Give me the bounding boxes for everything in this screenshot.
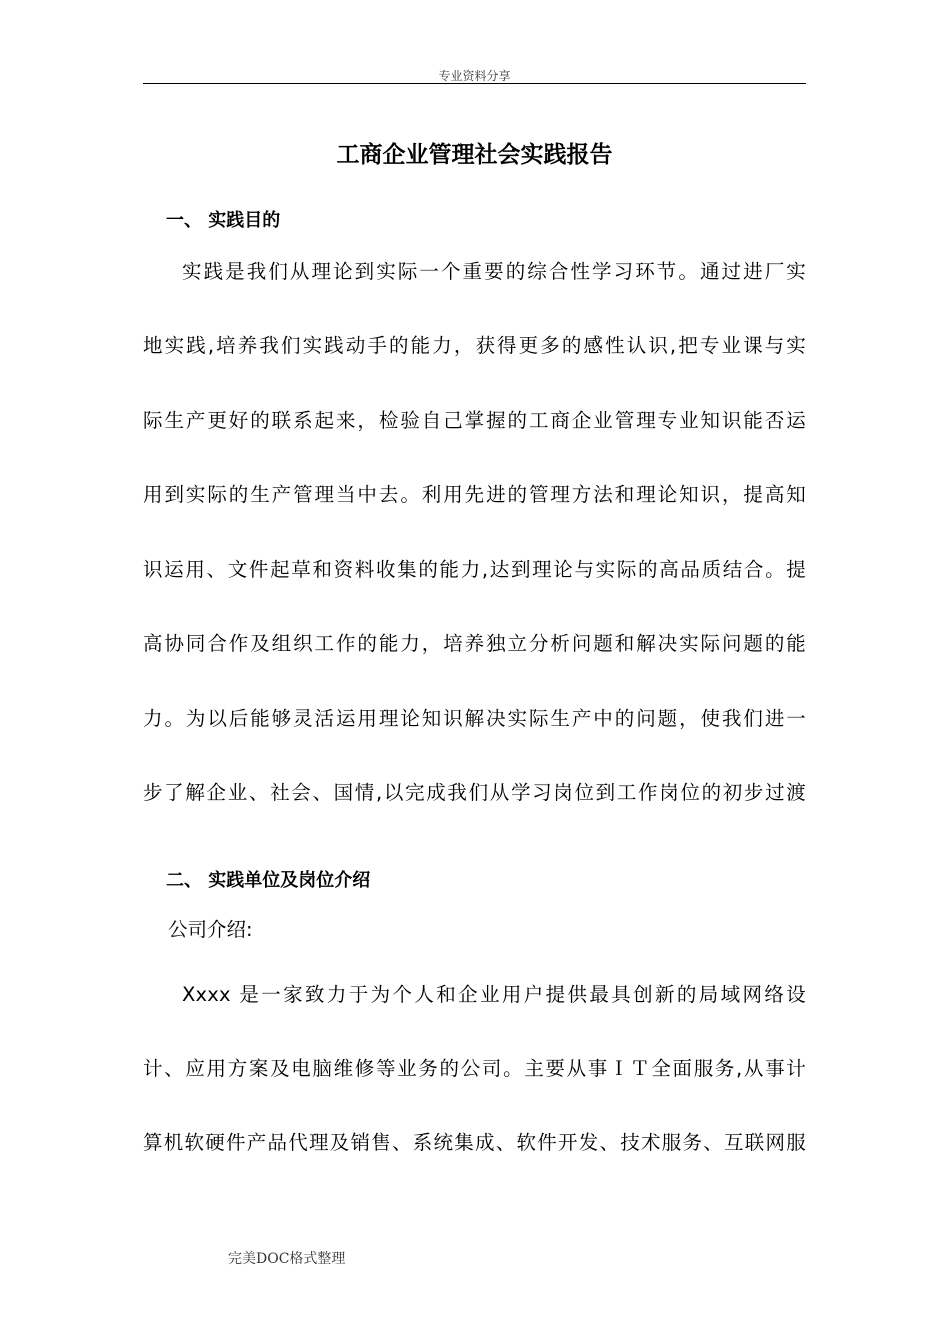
section-heading-company: 二、 实践单位及岗位介绍 [166, 870, 371, 891]
page-footer-text: 完美DOC格式整理 [228, 1251, 346, 1267]
header-divider [143, 83, 806, 84]
paragraph-line: 计、应用方案及电脑维修等业务的公司。主要从事ＩＴ全面服务,从事计 [143, 1057, 806, 1080]
paragraph-line: 力。为以后能够灵活运用理论知识解决实际生产中的问题，使我们进一 [143, 707, 806, 730]
paragraph-line: 算机软硬件产品代理及销售、系统集成、软件开发、技术服务、互联网服 [143, 1131, 806, 1154]
paragraph-line: 识运用、文件起草和资料收集的能力,达到理论与实际的高品质结合。提 [143, 558, 806, 581]
paragraph-line: 步了解企业、社会、国情,以完成我们从学习岗位到工作岗位的初步过渡 [143, 781, 806, 804]
paragraph-line: 际生产更好的联系起来，检验自己掌握的工商企业管理专业知识能否运 [143, 409, 806, 432]
page-header-text: 专业资料分享 [438, 69, 511, 83]
paragraph-line: 实践是我们从理论到实际一个重要的综合性学习环节。通过进厂实 [182, 260, 806, 283]
paragraph-line: 用到实际的生产管理当中去。利用先进的管理方法和理论知识，提高知 [143, 483, 806, 506]
paragraph-line: 地实践,培养我们实践动手的能力，获得更多的感性认识,把专业课与实 [143, 334, 806, 357]
company-intro-label: 公司介绍: [168, 918, 253, 941]
paragraph-line: Xxxx 是一家致力于为个人和企业用户提供最具创新的局域网络设 [182, 983, 806, 1006]
section-heading-purpose: 一、 实践目的 [166, 210, 281, 231]
paragraph-line: 高协同合作及组织工作的能力，培养独立分析问题和解决实际问题的能 [143, 632, 806, 655]
document-title: 工商企业管理社会实践报告 [336, 142, 613, 168]
